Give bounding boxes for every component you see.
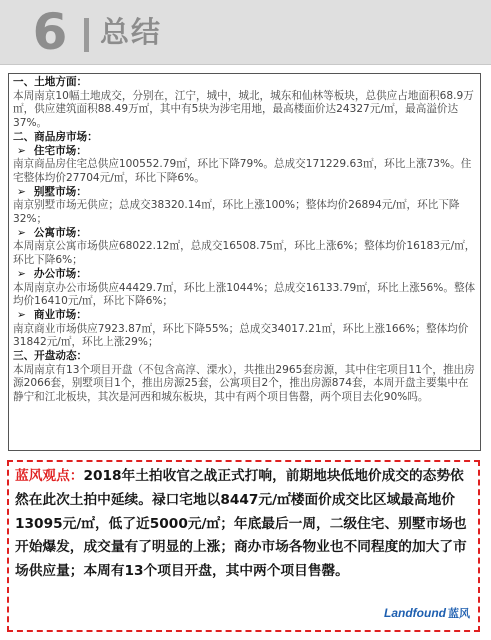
logo-cn: 蓝风	[448, 607, 470, 620]
villa-text: 南京别墅市场无供应；总成交38320.14㎡，环比上涨100%；整体均价26894元/㎡，环比下降32%；	[13, 199, 460, 226]
arrow-bullet-icon: ➢	[17, 185, 26, 198]
arrow-bullet-icon: ➢	[17, 226, 26, 239]
office-heading-label: 办公市场：	[33, 267, 87, 280]
arrow-bullet-icon: ➢	[17, 267, 26, 280]
section-header	[0, 0, 491, 65]
viewpoint-text: 2018年土拍收官之战正式打响，前期地块低地价成交的态势依然在此次土拍中延续。禄口宅地以8447元/㎡楼面价成交比区域最高地价13095元/㎡，低了近5000元/㎡；年底最后一周，二级住宅、别墅市场也开始爆发，成交量有了明显的上涨；商办市场各物业也不同程度的加大了市场供应量；本周有13个项目开盘，其中两个项目售罄。	[15, 468, 467, 580]
land-heading: 一、土地方面：	[13, 76, 88, 88]
retail-heading-label: 商业市场：	[33, 308, 87, 321]
apartment-text: 本周南京公寓市场供应68022.12㎡，总成交16508.75㎡，环比上涨6%；整体均价16183元/㎡，环比下降6%；	[13, 240, 476, 267]
landfound-logo	[384, 602, 470, 624]
viewpoint-label: 蓝风观点：	[15, 468, 84, 484]
section-divider	[84, 18, 89, 52]
viewpoint-box	[7, 460, 480, 632]
section-title: 总结	[100, 15, 163, 49]
residential-heading-label: 住宅市场：	[33, 144, 87, 157]
residential-heading	[13, 145, 476, 159]
apartment-heading	[13, 227, 476, 241]
retail-heading	[13, 309, 476, 323]
retail-text: 南京商业市场供应7923.87㎡，环比下降55%；总成交34017.21㎡，环比上涨166%；整体均价31842元/㎡，环比上涨29%；	[13, 322, 469, 349]
commercial-housing-heading: 二、商品房市场：	[13, 130, 98, 143]
opening-text: 本周南京有13个项目开盘（不包含高淳、溧水），共推出2965套房源，其中住宅项目11个，推出房源2066套，别墅项目1个，推出房源25套，公寓项目2个，推出房源874套，本周开盘主要集中在静宁和江北板块，其次是河西和城东板块，其中有两个项目售罄，两个项目去化90%吗。	[13, 363, 475, 404]
arrow-bullet-icon: ➢	[17, 144, 26, 157]
arrow-bullet-icon: ➢	[17, 308, 26, 321]
villa-heading	[13, 186, 476, 200]
residential-text: 南京商品房住宅总供应100552.79㎡，环比下降79%。总成交171229.63㎡，环比上涨73%。住宅整体均价27704元/㎡，环比下降6%。	[13, 158, 472, 184]
villa-heading-label: 别墅市场：	[33, 185, 87, 198]
land-text: 本周南京10幅土地成交，分别在，江宁，城中，城北，城东和仙林等板块，总供应占地面积68.9万㎡，供应建筑面积88.49万㎡，其中有5块为涉宅用地，最高楼面价达24327元/㎡，最高溢价达37%。	[13, 89, 474, 130]
office-heading	[13, 268, 476, 282]
summary-box	[8, 73, 481, 451]
logo-text: Landfound	[384, 606, 446, 620]
section-number: 6	[32, 3, 68, 61]
opening-heading: 三、开盘动态：	[13, 350, 88, 363]
office-text: 本周南京办公市场供应44429.7㎡，环比上涨1044%；总成交16133.79㎡，环比上涨56%。整体均价16410元/㎡，环比下降6%；	[13, 281, 476, 308]
apartment-heading-label: 公寓市场：	[33, 226, 87, 239]
